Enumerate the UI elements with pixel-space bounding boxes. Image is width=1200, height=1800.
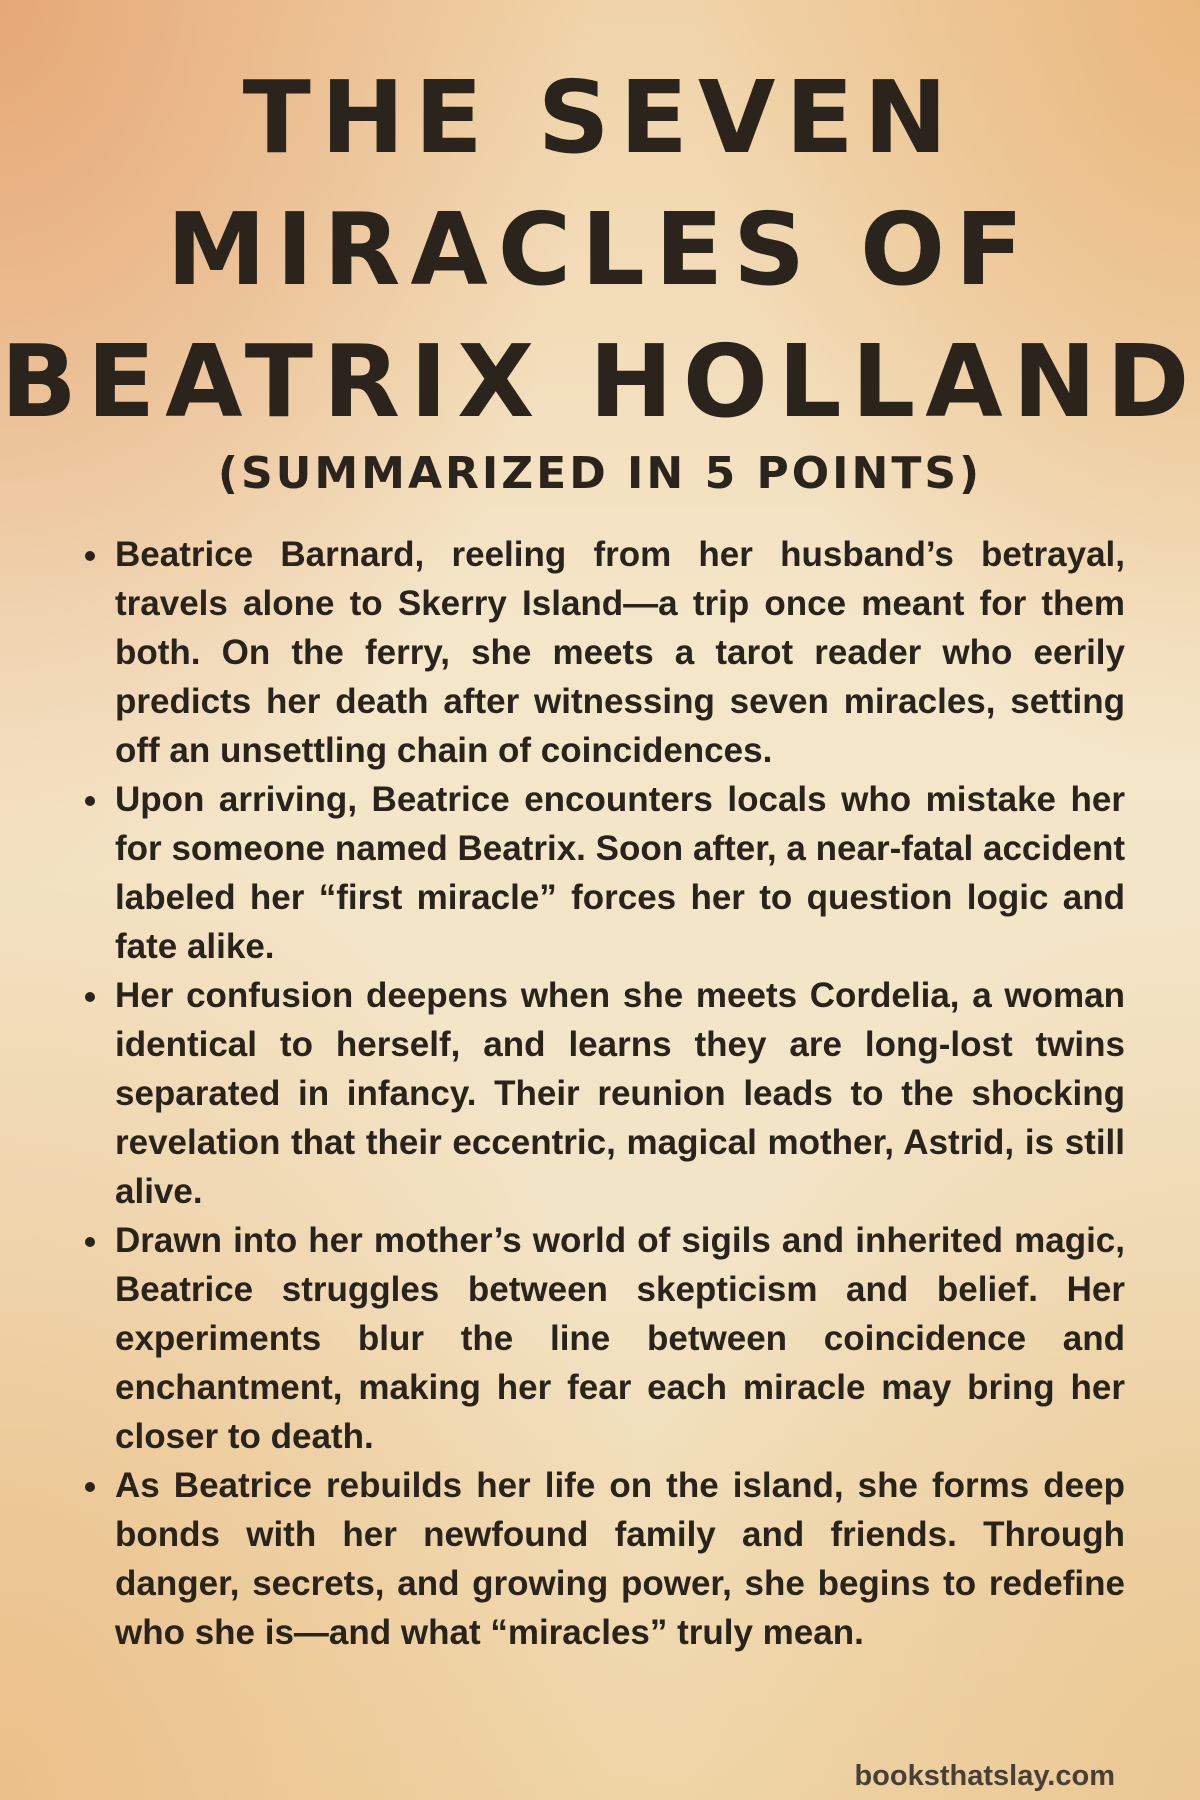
title-line: MIRACLES OF [166, 191, 1034, 308]
summary-point: Beatrice Barnard, reeling from her husband’s betrayal, travels alone to Skerry Island—a trip once meant for them both. On the ferry, she meets a tarot reader who eerily predicts her death after witnessing seven miracles, setting off an unsettling chain of coincidences. [115, 530, 1125, 775]
summary-list [115, 530, 1125, 1657]
subtitle: (SUMMARIZED IN 5 POINTS) [217, 448, 983, 499]
site-watermark: booksthatslay.com [854, 1760, 1115, 1792]
title-line: BEATRIX HOLLAND [0, 323, 1200, 440]
title-line: THE SEVEN [242, 59, 958, 176]
summary-point: Upon arriving, Beatrice encounters locals who mistake her for someone named Beatrix. Soon after, a near-fatal accident labeled her “first miracle” forces her to question logic and fate alike. [115, 775, 1125, 971]
summary-point: Drawn into her mother’s world of sigils and inherited magic, Beatrice struggles between skepticism and belief. Her experiments blur the line between coincidence and enchantment, making her fear each miracle may bring her closer to death. [115, 1216, 1125, 1461]
page-title [0, 52, 1200, 448]
summary-point: As Beatrice rebuilds her life on the island, she forms deep bonds with her newfound family and friends. Through danger, secrets, and growing power, she begins to redefine who she is—and what “miracles” truly mean. [115, 1461, 1125, 1657]
summary-point: Her confusion deepens when she meets Cordelia, a woman identical to herself, and learns they are long-lost twins separated in infancy. Their reunion leads to the shocking revelation that their eccentric, magical mother, Astrid, is still alive. [115, 971, 1125, 1216]
